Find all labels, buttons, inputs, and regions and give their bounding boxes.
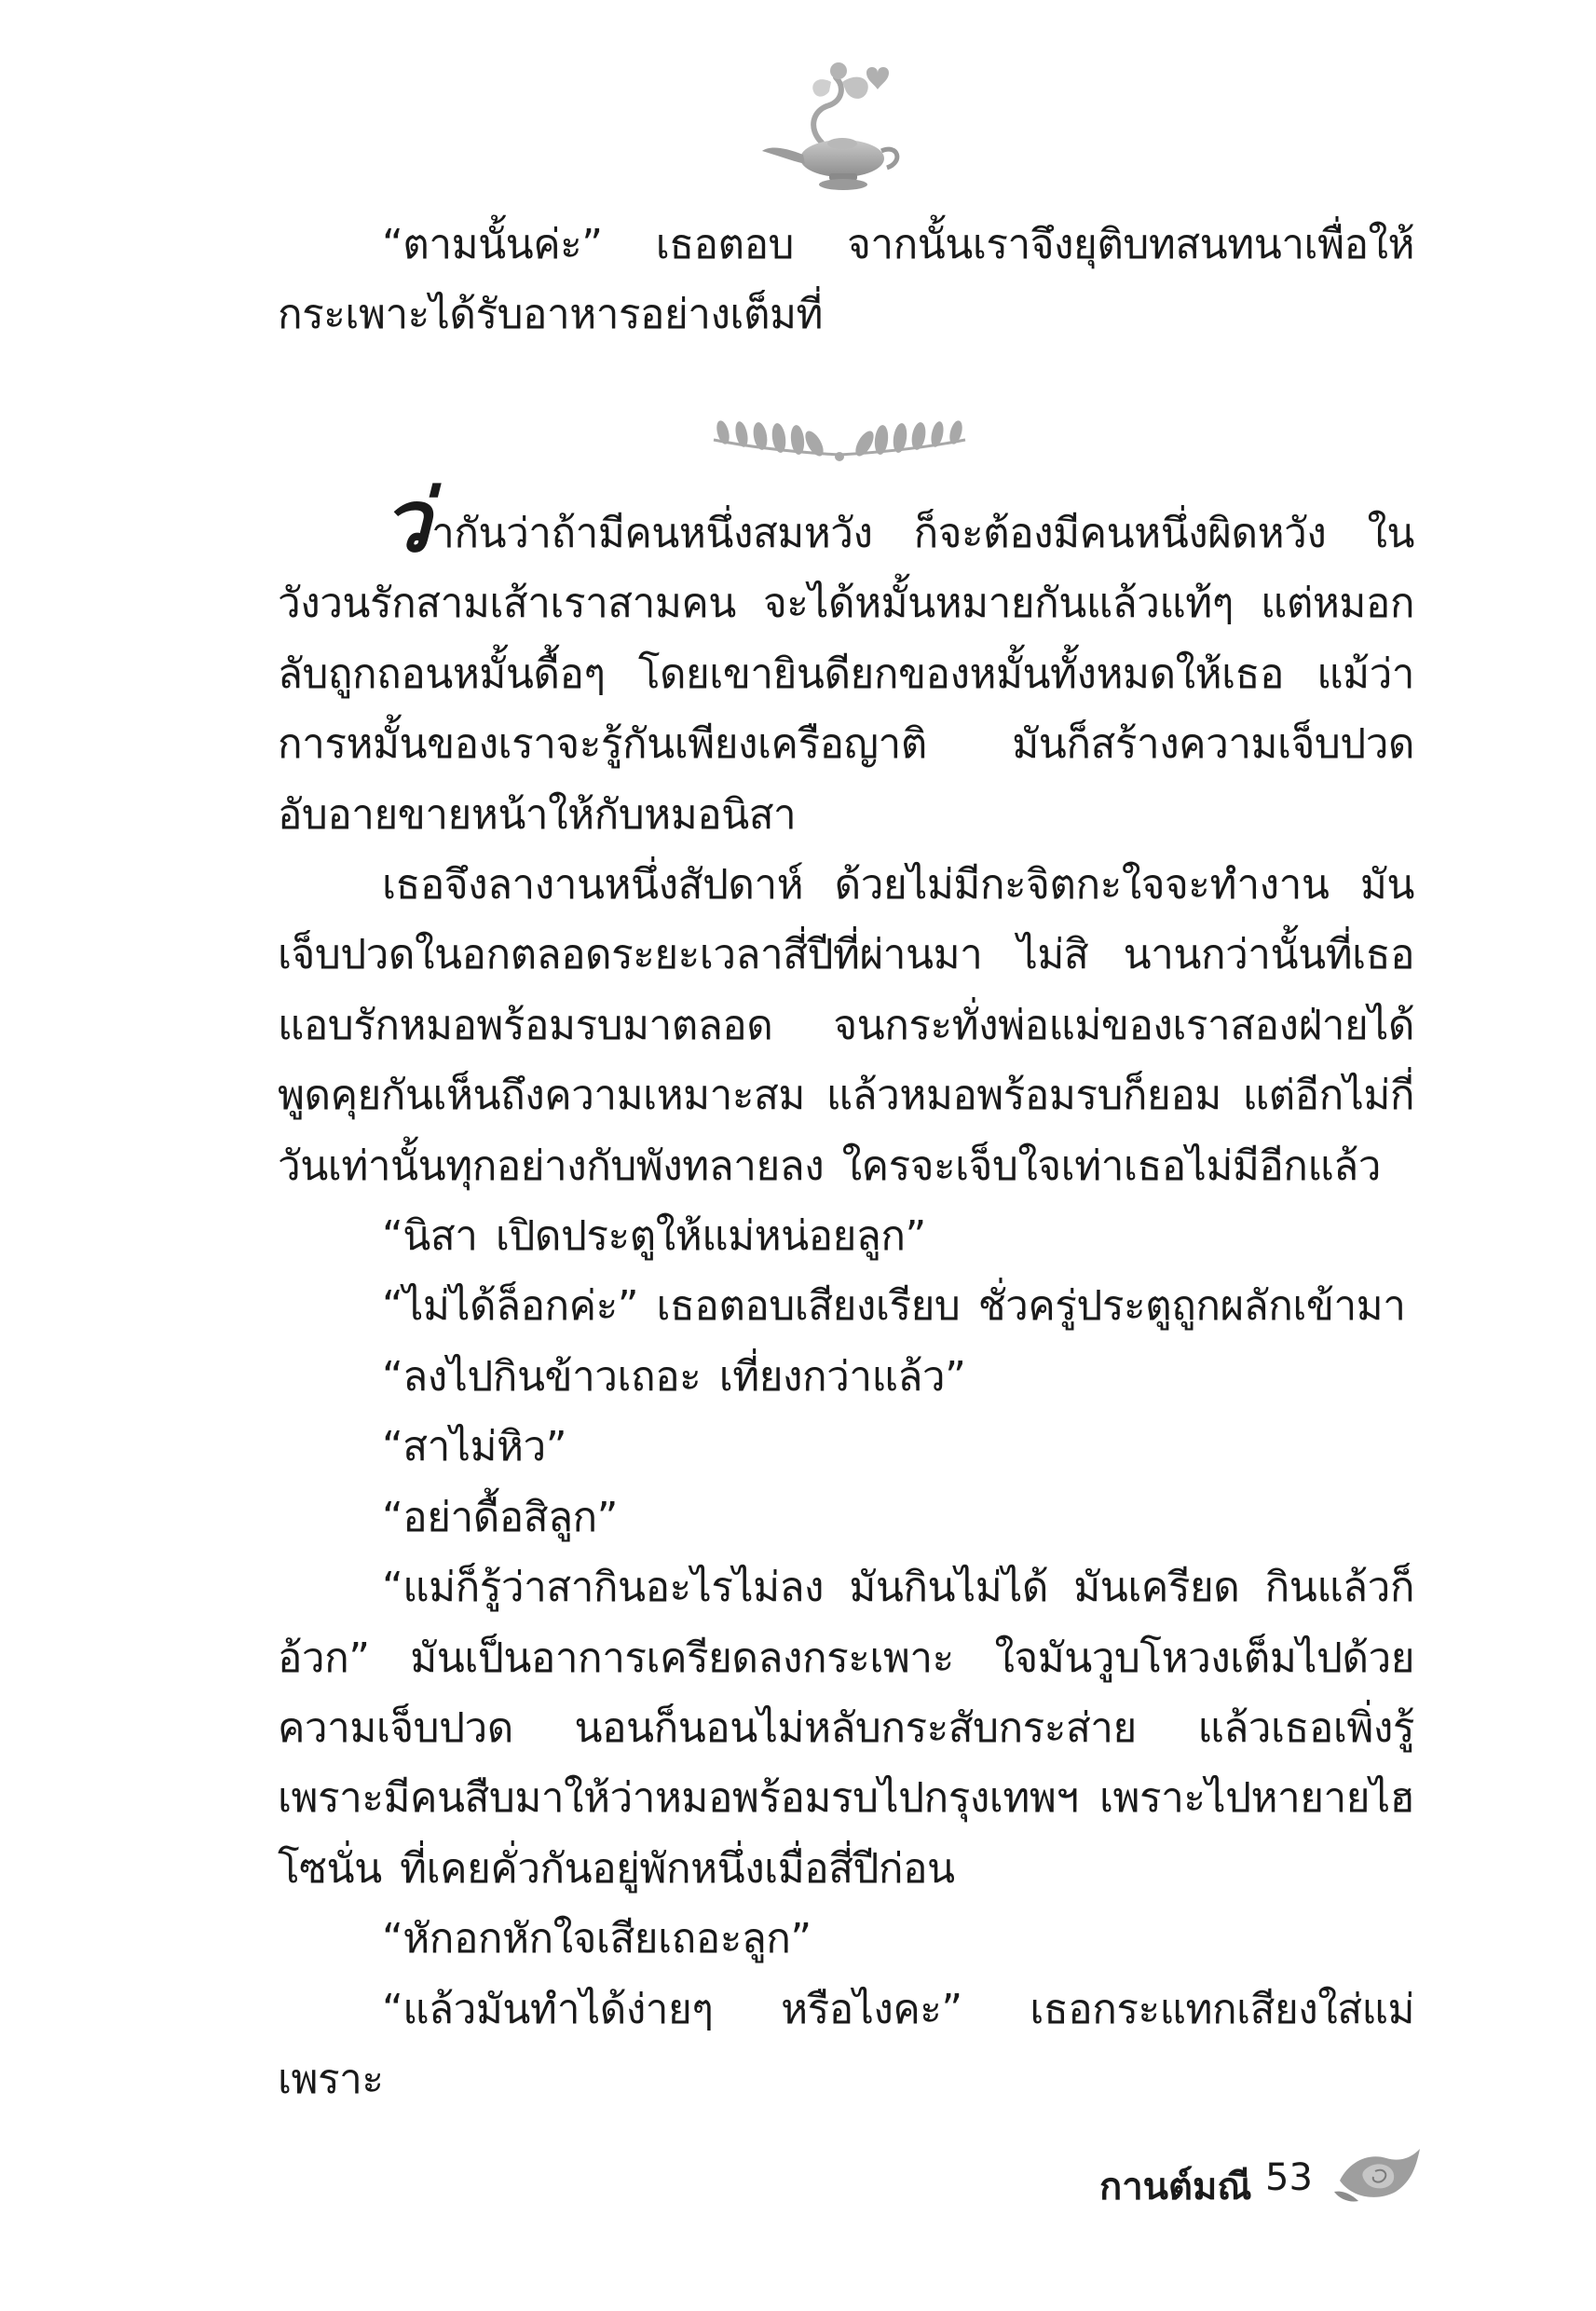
top-text-block: [278, 210, 1414, 350]
first-paragraph-text: ากันว่าถ้ามีคนหนึ่งสมหวัง ก็จะต้องมีคนหนึ่งผิดหวัง ในวังวนรักสามเส้าเราสามคน จะได้หมั้นหมายกันแล้วแท้ๆ แต่หมอกลับถูกถอนหมั้นดื้อๆ โดยเขายินดียกของหมั้นทั้งหมดให้เธอ แม้ว่าการหมั้นของเราจะรู้กันเพียงเครือญาติ มันก็สร้างความเจ็บปวดอับอายขายหน้าให้กับหมอนิสา: [278, 510, 1414, 839]
page-footer: [1099, 2136, 1472, 2220]
rose-icon: [1330, 2143, 1424, 2208]
dialogue-line: “ลงไปกินข้าวเถอะ เที่ยงกว่าแล้ว”: [382, 1352, 966, 1401]
paragraph: “แล้วมันทำได้ง่ายๆ หรือไงคะ” เธอกระแทกเสียงใส่แม่ เพราะ: [278, 1985, 1414, 2103]
page-number: 53: [1265, 2156, 1313, 2199]
paragraph: [278, 472, 1414, 850]
drop-cap: ว่: [382, 472, 430, 571]
dialogue-line: “หักอกหักใจเสียเถอะลูก”: [382, 1915, 812, 1963]
paragraph: เธอจึงลางานหนึ่งสัปดาห์ ด้วยไม่มีกะจิตกะใจจะทำงาน มันเจ็บปวดในอกตลอดระยะเวลาสี่ปีที่ผ่านมา ไม่สิ นานกว่านั้นที่เธอแอบรักหมอพร้อมรบมาตลอด จนกระทั่งพ่อแม่ของเราสองฝ่ายได้พูดคุยกันเห็นถึงความเหมาะสม แล้วหมอพร้อมรบก็ยอม แต่อีกไม่กี่วันเท่านั้นทุกอย่างกับพังทลายลง ใครจะเจ็บใจเท่าเธอไม่มีอีกแล้ว: [278, 861, 1414, 1190]
paragraph: “ตามนั้นค่ะ” เธอตอบ จากนั้นเราจึงยุติบทสนทนาเพื่อให้กระเพาะได้รับอาหารอย่างเต็มที่: [278, 221, 1414, 339]
genie-lamp-cupid-icon: [757, 54, 906, 194]
dialogue-line: “อย่าดื้อสิลูก”: [382, 1493, 618, 1541]
main-text-block: [278, 472, 1414, 2114]
dialogue-line: “สาไม่หิว”: [382, 1423, 566, 1471]
dialogue-line: “นิสา เปิดประตูให้แม่หน่อยลูก”: [382, 1212, 926, 1261]
dialogue-line: “ไม่ได้ล็อกค่ะ” เธอตอบเสียงเรียบ ชั่วครู่ประตูถูกผลักเข้ามา: [382, 1282, 1406, 1331]
laurel-divider-icon: [704, 401, 975, 475]
paragraph: “แม่ก็รู้ว่าสากินอะไรไม่ลง มันกินไม่ได้ มันเครียด กินแล้วก็อ้วก” มันเป็นอาการเครียดลงกระเพาะ ใจมันวูบโหวงเต็มไปด้วยความเจ็บปวด นอนก็นอนไม่หลับกระสับกระส่าย แล้วเธอเพิ่งรู้เพราะมีคนสืบมาให้ว่าหมอพร้อมรบไปกรุงเทพฯ เพราะไปหายายไฮโซนั่น ที่เคยคั่วกันอยู่พักหนึ่งเมื่อสี่ปีก่อน: [278, 1564, 1414, 1893]
book-title: กานต์มณี: [1099, 2166, 1252, 2208]
